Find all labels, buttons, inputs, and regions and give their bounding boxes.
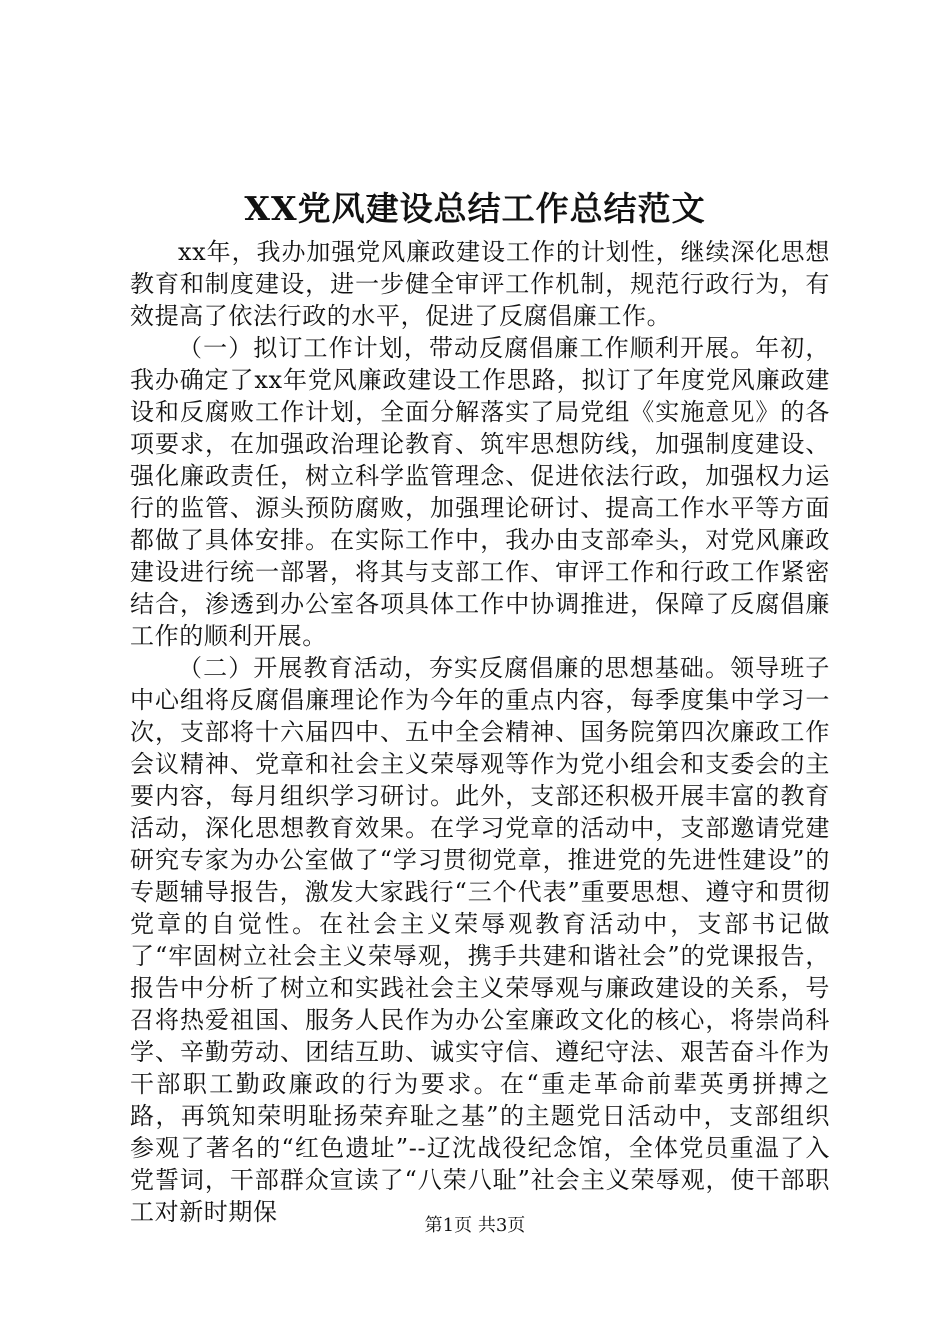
paragraph-section-1: （一）拟订工作计划，带动反腐倡廉工作顺利开展。年初，我办确定了xx年党风廉政建设工作思路，拟订了年度党风廉政建设和反腐败工作计划，全面分解落实了局党组《实施意见》的各项要求，在加强政治理论教育、筑牢思想防线，加强制度建设、强化廉政责任，树立科学监管理念、促进依法行政，加强权力运行的监管、源头预防腐败，加强理论研讨、提高工作水平等方面都做了具体安排。在实际工作中，我办由支部牵头，对党风廉政建设进行统一部署，将其与支部工作、审评工作和行政工作紧密结合，渗透到办公室各项具体工作中协调推进，保障了反腐倡廉工作的顺利开展。 [130,334,830,650]
page-number-footer: 第1页 共3页 [424,1215,526,1236]
paragraph-intro: xx年，我办加强党风廉政建设工作的计划性，继续深化思想教育和制度建设，进一步健全审评工作机制，规范行政行为，有效提高了依法行政的水平，促进了反腐倡廉工作。 [130,238,830,330]
document-title: XX党风建设总结工作总结范文 [244,189,706,228]
document-body [130,236,830,1228]
paragraph-section-2: （二）开展教育活动，夯实反腐倡廉的思想基础。领导班子中心组将反腐倡廉理论作为今年的重点内容，每季度集中学习一次，支部将十六届四中、五中全会精神、国务院第四次廉政工作会议精神、党章和社会主义荣辱观等作为党小组会和支委会的主要内容，每月组织学习研讨。此外，支部还积极开展丰富的教育活动，深化思想教育效果。在学习党章的活动中，支部邀请党建研究专家为办公室做了“学习贯彻党章，推进党的先进性建设”的专题辅导报告，激发大家践行“三个代表”重要思想、遵守和贯彻党章的自觉性。在社会主义荣辱观教育活动中，支部书记做了“牢固树立社会主义荣辱观，携手共建和谐社会”的党课报告，报告中分析了树立和实践社会主义荣辱观与廉政建设的关系，号召将热爱祖国、服务人民作为办公室廉政文化的核心，将崇尚科学、辛勤劳动、团结互助、诚实守信、遵纪守法、艰苦奋斗作为干部职工勤政廉政的行为要求。在“重走革命前辈英勇拼搏之路，再筑知荣明耻扬荣弃耻之基”的主题党日活动中，支部组织参观了著名的“红色遗址”--辽沈战役纪念馆，全体党员重温了入党誓词，干部群众宣读了“八荣八耻”社会主义荣辱观，使干部职工对新时期保 [130,654,830,1226]
